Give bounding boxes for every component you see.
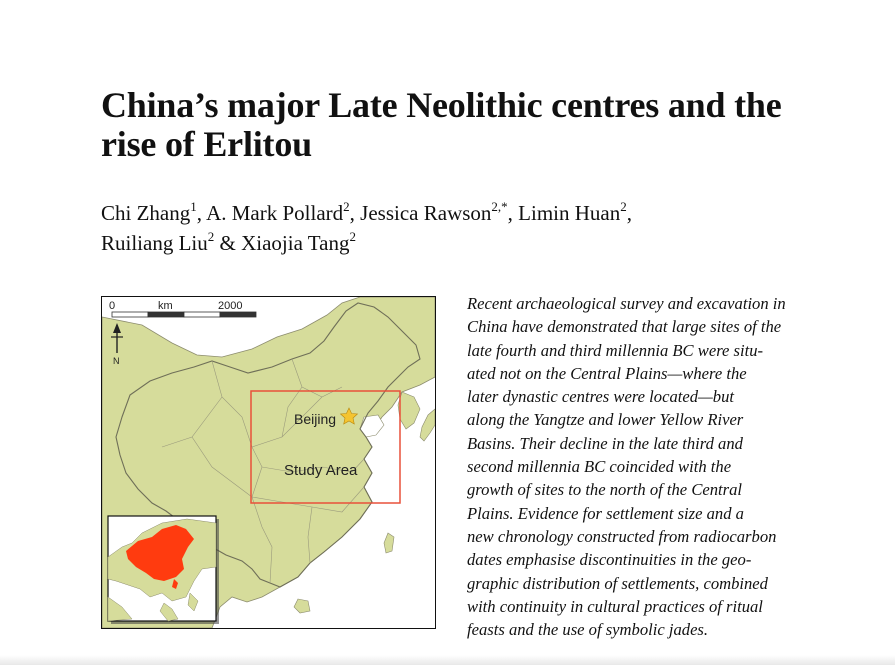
- abstract-line: growth of sites to the north of the Central: [467, 480, 743, 500]
- china-map-figure: [101, 296, 436, 629]
- abstract-line: second millennia BC coincided with the: [467, 457, 732, 477]
- beijing-label: Beijing: [294, 411, 337, 427]
- abstract-line: China have demonstrated that large sites of the: [467, 317, 782, 337]
- abstract-line: dates emphasise discontinuities in the geo-: [467, 550, 752, 570]
- abstract-line: graphic distribution of settlements, combined: [467, 573, 768, 593]
- scale-bar: [112, 312, 256, 317]
- abstract-line: new chronology constructed from radiocarbon: [467, 526, 777, 546]
- scale-unit-label: km: [158, 300, 173, 312]
- scale-start-label: 0: [109, 300, 116, 312]
- abstract-line: later dynastic centres were located—but: [467, 387, 734, 407]
- abstract-line: Recent archaeological survey and excavation in: [467, 294, 786, 313]
- article-title: China’s major Late Neolithic centres and the rise of Erlitou: [101, 85, 782, 164]
- author-list: [101, 198, 821, 258]
- abstract-line: with continuity in cultural practices of ritual: [467, 596, 763, 616]
- inset-map: [108, 516, 219, 624]
- north-label: N: [113, 356, 120, 366]
- study-area-label: Study Area: [284, 462, 358, 479]
- abstract-text: [467, 292, 799, 641]
- abstract-line: Plains. Evidence for settlement size and a: [467, 503, 744, 523]
- author: Chi Zhang$^1$,: [101, 199, 207, 225]
- abstract-line: along the Yangtze and lower Yellow River: [467, 410, 744, 430]
- map-graphic: [102, 297, 435, 628]
- author: A. Mark Pollard$^2$,: [206, 199, 361, 225]
- author: Jessica Rawson$^{2,*}$,: [360, 199, 519, 225]
- author: Ruiliang Liu$^2$ &: [101, 229, 242, 255]
- abstract-line: feasts and the use of symbolic jades.: [467, 620, 709, 640]
- scale-end-label: 2000: [218, 300, 243, 312]
- author: Limin Huan$^2$,: [518, 199, 632, 225]
- abstract-line: Basins. Their decline in the late third and: [467, 433, 743, 453]
- page-bottom-shadow: [0, 655, 895, 665]
- abstract-line: late fourth and third millennia BC were situ-: [467, 340, 764, 360]
- author: Xiaojia Tang$^2$: [241, 229, 356, 255]
- abstract-line: ated not on the Central Plains—where the: [467, 363, 747, 383]
